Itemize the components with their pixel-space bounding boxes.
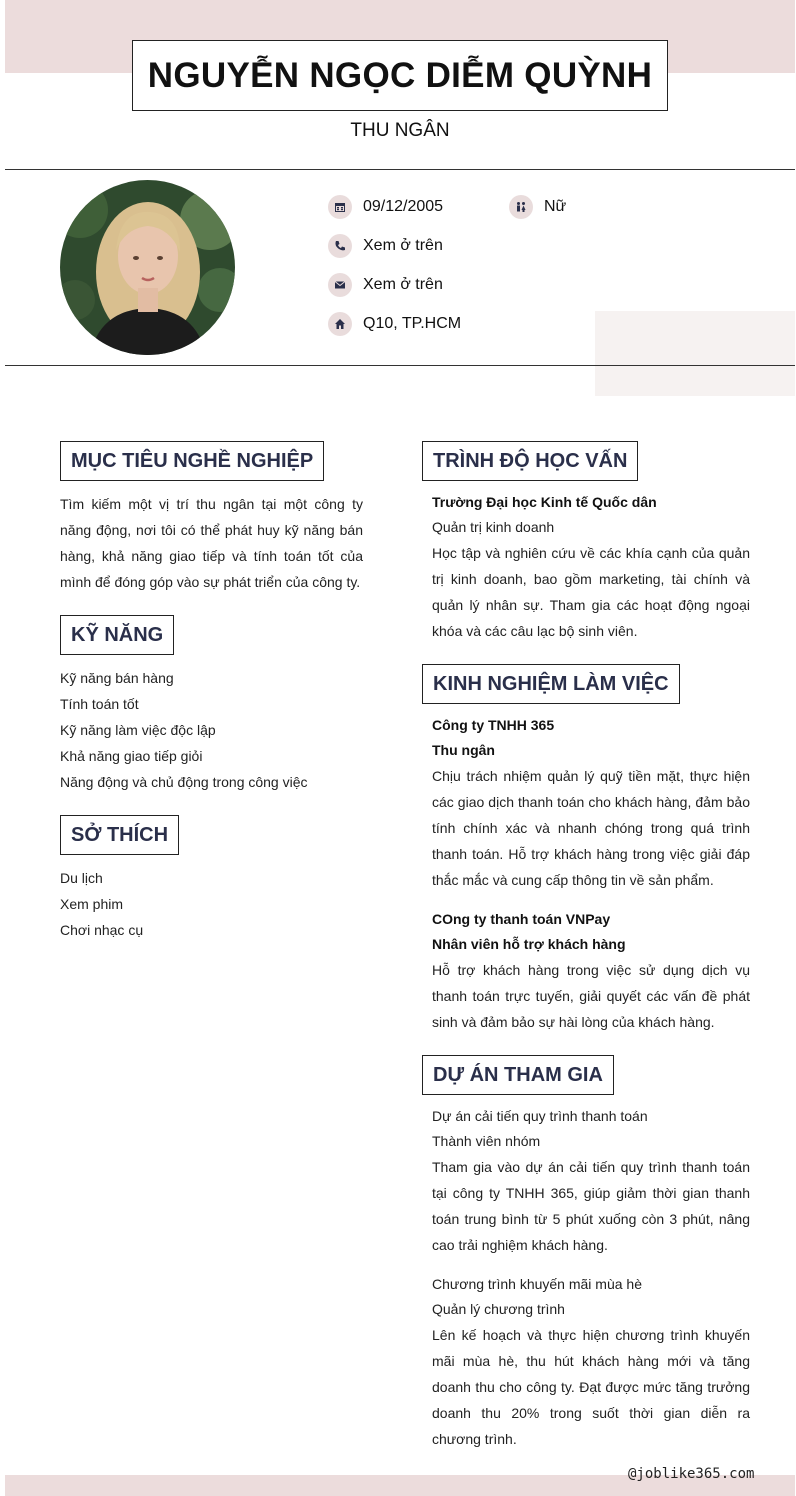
job-role: Nhân viên hỗ trợ khách hàng: [432, 936, 626, 952]
name-box: [132, 40, 668, 111]
education-school: Trường Đại học Kinh tế Quốc dân: [432, 494, 657, 510]
hobby-item: Du lịch: [60, 870, 103, 886]
project-role: Thành viên nhóm: [432, 1133, 541, 1149]
email-info: [328, 273, 443, 297]
hobbies-list: [60, 865, 363, 943]
mail-icon: [328, 273, 352, 297]
skill-item: Kỹ năng làm việc độc lập: [60, 722, 216, 738]
skill-item: Kỹ năng bán hàng: [60, 670, 174, 686]
career-goal-text: Tìm kiếm một vị trí thu ngân tại một công ty năng động, nơi tôi có thể phát huy kỹ năng bán hàng, khả năng giao tiếp và tính toán tốt của mình để đóng góp vào sự phát triển của công ty.: [60, 496, 363, 590]
phone-info: [328, 234, 443, 258]
skills-list: [60, 665, 363, 795]
skill-item: Năng động và chủ động trong công việc: [60, 774, 308, 790]
education-desc: Học tập và nghiên cứu về các khía cạnh của quản trị kinh doanh, bao gồm marketing, tài chính và quản lý nhân sự. Tham gia các hoạt động ngoại khóa và các câu lạc bộ sinh viên.: [432, 545, 750, 639]
gender-info: [509, 195, 566, 219]
header-divider-bottom: [5, 365, 795, 366]
address-value: Q10, TP.HCM: [363, 315, 462, 332]
hobby-item: Chơi nhạc cụ: [60, 922, 144, 938]
project-role: Quản lý chương trình: [432, 1301, 565, 1317]
skills-heading: KỸ NĂNG: [60, 615, 174, 655]
education-heading: TRÌNH ĐỘ HỌC VẤN: [422, 441, 638, 481]
project-name: Chương trình khuyến mãi mùa hè: [432, 1276, 642, 1292]
calendar-icon: [328, 195, 352, 219]
address-info: [328, 312, 461, 336]
job-role: Thu ngân: [432, 742, 495, 758]
experience-heading: KINH NGHIỆM LÀM VIỆC: [422, 664, 680, 704]
candidate-name: NGUYỄN NGỌC DIỄM QUỲNH: [147, 55, 653, 95]
phone-value: Xem ở trên: [363, 237, 443, 254]
gender-value: Nữ: [544, 198, 567, 215]
job-company: COng ty thanh toán VNPay: [432, 911, 611, 927]
hobby-item: Xem phim: [60, 896, 124, 912]
project-name: Dự án cải tiến quy trình thanh toán: [432, 1108, 648, 1124]
side-decor-block: [595, 311, 795, 396]
projects-heading: DỰ ÁN THAM GIA: [422, 1055, 614, 1095]
birthday-value: 09/12/2005: [363, 198, 444, 215]
education-major: Quản trị kinh doanh: [432, 519, 555, 535]
job-desc: Hỗ trợ khách hàng trong việc sử dụng dịch vụ thanh toán trực tuyến, giải quyết các vấn đề phát sinh và đảm bảo sự hài lòng của khách hàng.: [432, 962, 750, 1030]
career-goal-heading: MỤC TIÊU NGHỀ NGHIỆP: [60, 441, 324, 481]
job-title: THU NGÂN: [350, 120, 450, 141]
footer-handle: @joblike365.com: [628, 1466, 755, 1482]
skill-item: Khả năng giao tiếp giỏi: [60, 748, 203, 764]
skill-item: Tính toán tốt: [60, 696, 139, 712]
job-company: Công ty TNHH 365: [432, 717, 555, 733]
email-value: Xem ở trên: [363, 276, 443, 293]
project-desc: Lên kế hoạch và thực hiện chương trình khuyến mãi mùa hè, thu hút khách hàng mới và tăng doanh thu cho công ty. Đạt được mức tăng trưởng doanh thu 20% trong suốt thời gian diễn ra chương trình.: [432, 1327, 750, 1447]
phone-icon: [328, 234, 352, 258]
avatar: [60, 180, 235, 355]
header-divider-top: [5, 169, 795, 170]
gender-icon: [509, 195, 533, 219]
job-desc: Chịu trách nhiệm quản lý quỹ tiền mặt, thực hiện các giao dịch thanh toán cho khách hàng, đảm bảo tính chính xác và nhanh chóng trong quá trình thanh toán. Hỗ trợ khách hàng trong việc giải đáp thắc mắc và cung cấp thông tin về sản phẩm.: [432, 768, 750, 888]
home-icon: [328, 312, 352, 336]
hobbies-heading: SỞ THÍCH: [60, 815, 179, 855]
birthday-info: [328, 195, 443, 219]
project-desc: Tham gia vào dự án cải tiến quy trình thanh toán tại công ty TNHH 365, giúp giảm thời gian thanh toán trung bình từ 5 phút xuống còn 3 phút, nâng cao trải nghiệm khách hàng.: [432, 1159, 750, 1253]
